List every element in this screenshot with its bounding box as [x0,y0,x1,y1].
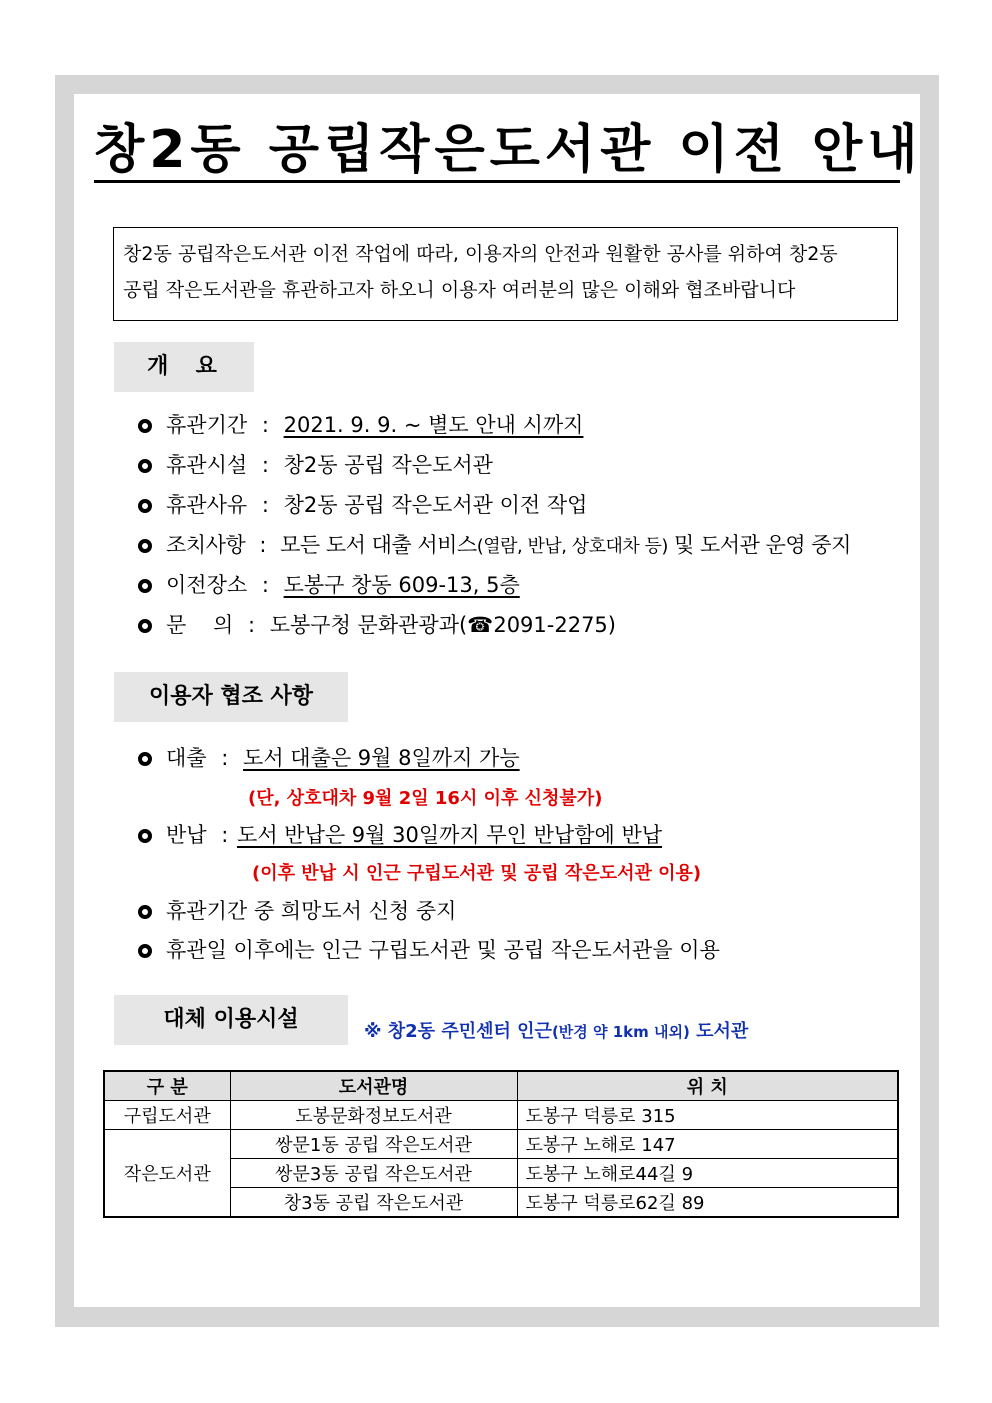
library-name-cell: 도봉문화정보도서관 [230,1101,517,1130]
bullet-icon [138,752,152,766]
category-cell: 구립도서관 [104,1101,230,1130]
return-note: (이후 반납 시 인근 구립도서관 및 공립 작은도서관 이용) [252,863,702,884]
category-cell: 작은도서관 [104,1130,230,1218]
item-label: 이전장소 [166,573,248,597]
item-separator: : [247,613,256,637]
item-label: 휴관사유 [166,493,248,517]
title-underline [94,180,900,183]
location-cell: 도봉구 노해로 147 [517,1130,898,1159]
bullet-icon [138,539,152,553]
header-category: 구 분 [104,1071,230,1101]
bullet-icon [138,944,152,958]
cooperation-heading: 이용자 협조 사항 [114,672,348,722]
page-title: 창2동 공립작은도서관 이전 안내 [94,120,923,180]
cooperation-item-wishlist [138,896,456,926]
table-row [104,1130,898,1159]
item-separator: : [221,823,229,847]
item-value: 창2동 공립 작은도서관 [283,453,493,477]
bullet-icon [138,619,152,633]
item-value: 도봉구 창동 609-13, 5층 [283,573,520,597]
item-separator: : [261,413,269,437]
bullet-icon [138,579,152,593]
bullet-icon [138,499,152,513]
location-cell: 도봉구 덕릉로62길 89 [517,1188,898,1218]
cooperation-item-alternative [138,935,720,965]
bullet-icon [138,419,152,433]
overview-item-period [138,410,583,440]
overview-item-new-location [138,570,520,600]
item-label: 대출 [166,746,207,770]
item-separator: : [261,453,269,477]
bullet-icon [138,829,152,843]
item-text: 휴관일 이후에는 인근 구립도서관 및 공립 작은도서관을 이용 [166,938,720,962]
bullet-icon [138,459,152,473]
loan-note: (단, 상호대차 9월 2일 16시 이후 신청불가) [248,788,603,809]
item-value-detail: (열람, 반납, 상호대차 등) [476,536,668,557]
header-location: 위 치 [517,1071,898,1101]
alternative-libraries-table [103,1070,899,1218]
alternatives-heading: 대체 이용시설 [114,995,348,1045]
header-library-name: 도서관명 [230,1071,517,1101]
item-value: 도서 반납은 9월 30일까지 무인 반납함에 반납 [237,823,663,847]
bullet-icon [138,905,152,919]
item-separator: : [261,493,269,517]
table-row [104,1101,898,1130]
item-label: 휴관기간 [166,413,248,437]
library-name-cell: 쌍문1동 공립 작은도서관 [230,1130,517,1159]
library-name-cell: 쌍문3동 공립 작은도서관 [230,1159,517,1188]
table-header-row [104,1071,898,1101]
cooperation-item-return [138,820,662,850]
item-separator: : [221,746,229,770]
item-value: 모든 도서 대출 서비스 [280,533,477,557]
item-label: 문 의 [166,613,234,637]
item-separator: : [259,533,266,557]
overview-item-inquiry [138,610,616,640]
item-label: 반납 [166,823,207,847]
library-name-cell: 창3동 공립 작은도서관 [230,1188,517,1218]
notice-box [113,227,898,321]
overview-heading: 개 요 [114,342,254,392]
alternatives-note: ※ 창2동 주민센터 인근(반경 약 1km 내외) 도서관 [364,1021,749,1042]
notice-line-2: 공립 작은도서관을 휴관하고자 하오니 이용자 여러분의 많은 이해와 협조바랍니다 [123,279,796,301]
item-value-tail: 및 도서관 운영 중지 [667,533,851,557]
overview-item-measures [138,530,851,562]
location-cell: 도봉구 노해로44길 9 [517,1159,898,1188]
cooperation-item-loan [138,743,520,773]
overview-item-facility [138,450,493,480]
item-text: 휴관기간 중 희망도서 신청 중지 [166,899,457,923]
item-value: 도서 대출은 9월 8일까지 가능 [243,746,520,770]
item-label: 휴관시설 [166,453,248,477]
item-value: 도봉구청 문화관광과(☎2091-2275) [269,613,616,637]
location-cell: 도봉구 덕릉로 315 [517,1101,898,1130]
overview-item-reason [138,490,587,520]
item-value: 창2동 공립 작은도서관 이전 작업 [283,493,588,517]
item-label: 조치사항 [166,533,246,557]
item-value: 2021. 9. 9. ~ 별도 안내 시까지 [283,413,584,437]
item-separator: : [261,573,269,597]
notice-line-1: 창2동 공립작은도서관 이전 작업에 따라, 이용자의 안전과 원활한 공사를 위하여 창2동 [123,243,838,265]
